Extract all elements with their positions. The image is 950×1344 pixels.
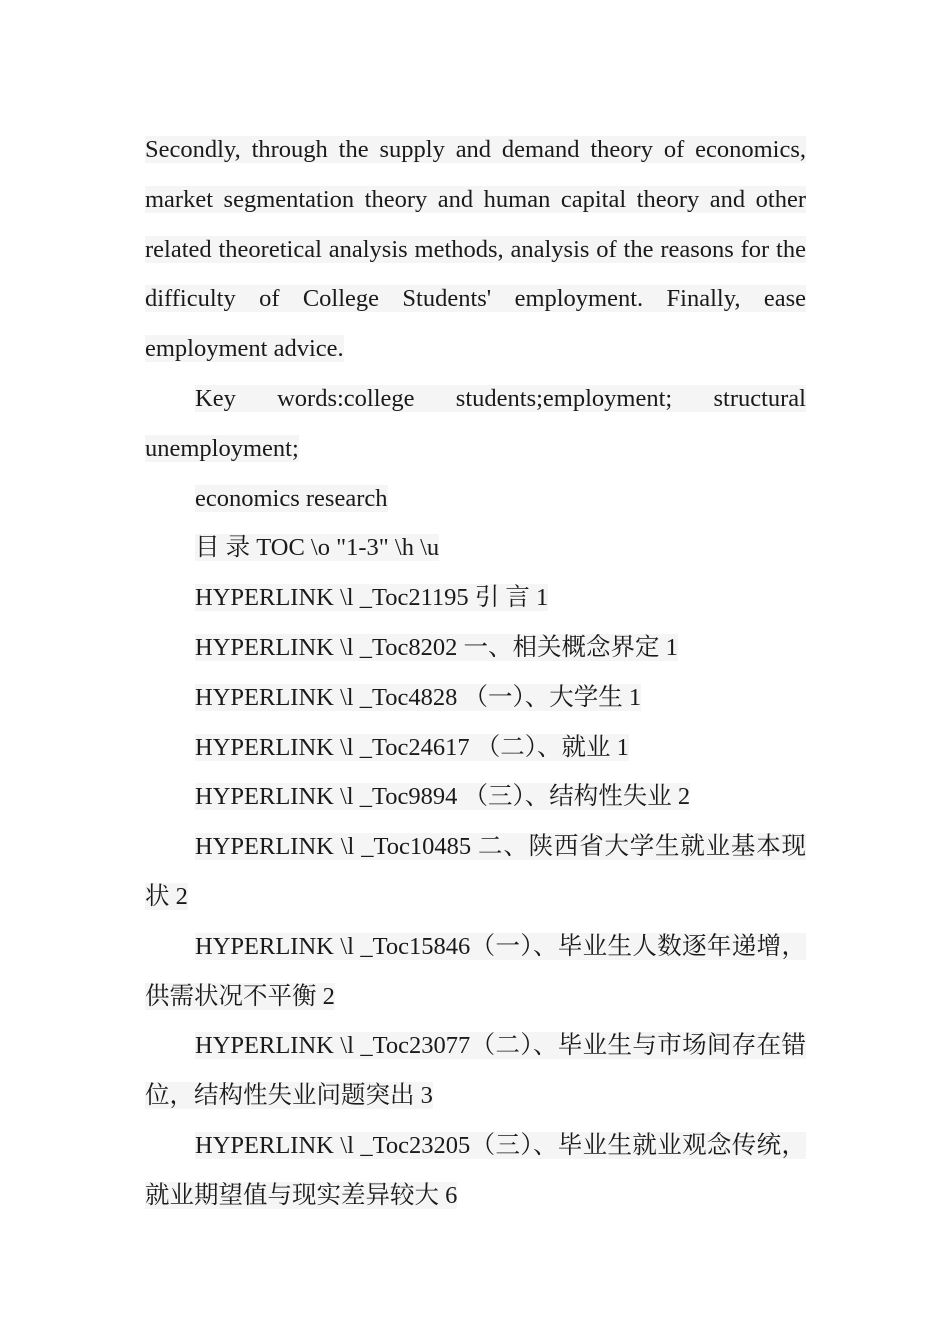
toc-entry-text[interactable]: HYPERLINK \l _Toc15846（一）、毕业生人数逐年递增，供需状况不平衡 2: [145, 932, 806, 1010]
toc-entry[interactable]: [145, 723, 806, 773]
toc-entry[interactable]: [145, 772, 806, 822]
toc-entry[interactable]: [145, 623, 806, 673]
toc-entry-text[interactable]: HYPERLINK \l _Toc24617 （二）、就业 1: [195, 733, 629, 761]
toc-entry-text[interactable]: HYPERLINK \l _Toc23205（三）、毕业生就业观念传统，就业期望值与现实差异较大 6: [145, 1131, 806, 1209]
keywords-text: Key words:college students;employment; structural unemployment;: [145, 384, 806, 462]
toc-entry-text[interactable]: HYPERLINK \l _Toc8202 一、相关概念界定 1: [195, 633, 678, 661]
abstract-paragraph: [145, 125, 806, 374]
toc-entry[interactable]: [145, 822, 806, 922]
abstract-text: Secondly, through the supply and demand theory of economics, market segmentation theory and human capital theory and other related theoretical analysis methods, analysis of the reasons for the difficulty of College Students' employment. Finally, ease employment advice.: [145, 136, 806, 363]
toc-entry-text[interactable]: HYPERLINK \l _Toc4828 （一）、大学生 1: [195, 683, 642, 711]
toc-entry[interactable]: [145, 922, 806, 1022]
keywords-paragraph: [145, 374, 806, 474]
toc-entry[interactable]: [145, 673, 806, 723]
toc-entry-text[interactable]: HYPERLINK \l _Toc23077（二）、毕业生与市场间存在错位，结构性失业问题突出 3: [145, 1032, 806, 1110]
toc-entry[interactable]: [145, 1121, 806, 1221]
toc-entry-text[interactable]: HYPERLINK \l _Toc9894 （三）、结构性失业 2: [195, 783, 691, 811]
category-paragraph: [145, 474, 806, 524]
toc-entry-text[interactable]: HYPERLINK \l _Toc21195 引 言 1: [195, 584, 549, 612]
toc-heading: [145, 523, 806, 573]
document-body: [145, 125, 806, 1221]
toc-entry[interactable]: [145, 573, 806, 623]
toc-entry[interactable]: [145, 1021, 806, 1121]
toc-entry-text[interactable]: HYPERLINK \l _Toc10485 二、陕西省大学生就业基本现状 2: [145, 833, 806, 910]
category-text: economics research: [195, 484, 388, 512]
toc-heading-text: 目 录 TOC \o "1-3" \h \u: [195, 534, 440, 562]
